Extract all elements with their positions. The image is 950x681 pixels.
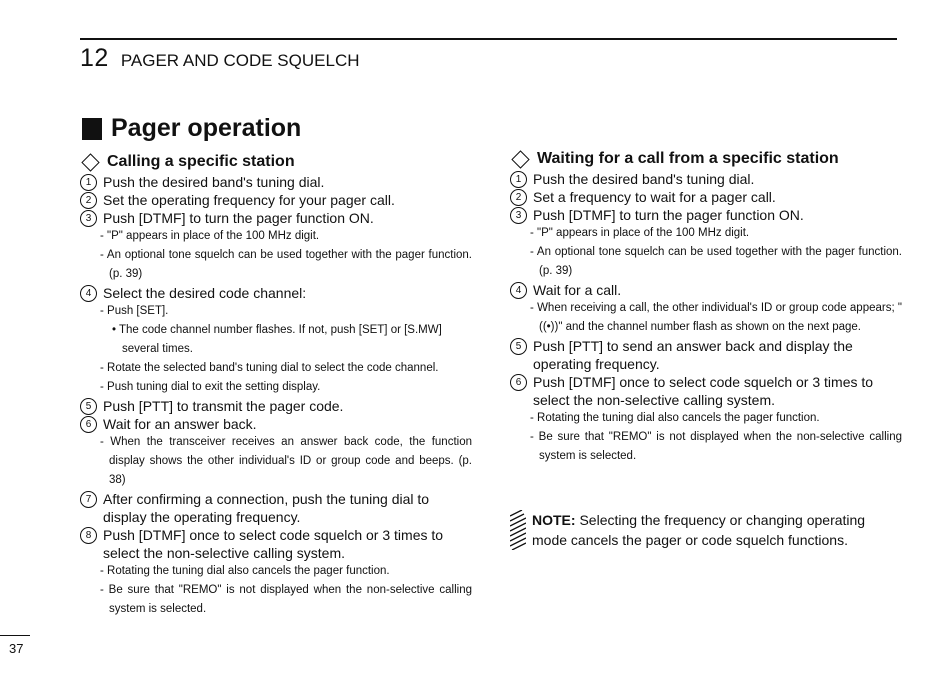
diamond-icon [81, 153, 99, 171]
step-note: - Rotate the selected band's tuning dial to select the code channel. - Push tuning dial to exit the setting display. [100, 362, 439, 393]
step-note: - "P" appears in place of the 100 MHz digit. - An optional tone squelch can be used together with the pager function. (p. 39) [100, 230, 472, 280]
step-number: 4 [510, 282, 527, 299]
step [510, 373, 902, 409]
step [510, 281, 902, 299]
step-number: 4 [80, 285, 97, 302]
step-note: - "P" appears in place of the 100 MHz digit. - An optional tone squelch can be used together with the pager function. (p. 39) [530, 227, 902, 277]
step-number: 1 [80, 174, 97, 191]
step [80, 397, 472, 415]
step-number: 5 [80, 398, 97, 415]
page-number: 37 [9, 641, 24, 656]
step-text: Push the desired band's tuning dial. [103, 174, 325, 190]
step-text: Set the operating frequency for your pager call. [103, 192, 395, 208]
step-text: Push [DTMF] to turn the pager function ON. [103, 210, 374, 226]
step-text: Wait for an answer back. [103, 416, 257, 432]
step-number: 5 [510, 338, 527, 355]
subsection-heading-waiting [510, 148, 902, 170]
step [80, 490, 472, 526]
step [80, 209, 472, 227]
step-text: Push the desired band's tuning dial. [533, 171, 755, 187]
header-rule [80, 38, 897, 40]
step-text: Push [DTMF] once to select code squelch or 3 times to select the non-selective calling system. [103, 527, 444, 561]
step-number: 7 [80, 491, 97, 508]
step-text: Wait for a call. [533, 282, 622, 298]
note-body: Selecting the frequency or changing operating mode cancels the pager or code squelch functions. [532, 512, 866, 548]
step-text: Push [DTMF] to turn the pager function ON. [533, 207, 804, 223]
step-number: 6 [510, 374, 527, 391]
subsection-title: Calling a specific station [107, 153, 295, 170]
step-text: Set a frequency to wait for a pager call. [533, 189, 776, 205]
diamond-icon [511, 150, 529, 168]
step-bullet: • The code channel number flashes. If not, push [SET] or [S.MW] several times. [112, 324, 442, 355]
note-box [510, 510, 900, 550]
step-note: - Rotating the tuning dial also cancels the pager function. - Be sure that "REMO" is not displayed when the non-selective calling system is selected. [530, 412, 902, 462]
left-column [80, 151, 472, 619]
black-square-icon [82, 118, 102, 140]
step [510, 188, 902, 206]
step [80, 191, 472, 209]
note-label: NOTE: [532, 512, 576, 528]
chapter-header [80, 44, 360, 73]
subsection-title: Waiting for a call from a specific station [537, 150, 839, 167]
step-note: - When receiving a call, the other individual's ID or group code appears; "((•))" and the channel number flash as shown on the next page. [530, 302, 902, 333]
subsection-heading-calling [80, 151, 472, 173]
chapter-number: 12 [80, 44, 109, 72]
step-note: - Rotating the tuning dial also cancels the pager function. - Be sure that "REMO" is not displayed when the non-selective calling system is selected. [100, 565, 472, 615]
right-column [510, 148, 902, 466]
section-title: Pager operation [111, 114, 302, 142]
step-number: 2 [510, 189, 527, 206]
step-number: 3 [510, 207, 527, 224]
step-number: 1 [510, 171, 527, 188]
chapter-title: PAGER AND CODE SQUELCH [120, 51, 360, 70]
step-note: - When the transceiver receives an answer back code, the function display shows the other individual's ID or group code and beeps. (p. 38) [100, 436, 472, 486]
step-text: After confirming a connection, push the tuning dial to display the operating frequency. [103, 491, 430, 525]
step [80, 526, 472, 562]
step-number: 8 [80, 527, 97, 544]
step [510, 206, 902, 224]
step-number: 2 [80, 192, 97, 209]
step-text: Push [DTMF] once to select code squelch or 3 times to select the non-selective calling system. [533, 374, 874, 408]
step [80, 284, 472, 302]
note-hatch-icon [510, 510, 526, 550]
step [510, 170, 902, 188]
step [80, 415, 472, 433]
step-text: Select the desired code channel: [103, 285, 307, 301]
step-note: - Push [SET]. [100, 305, 169, 317]
step-number: 6 [80, 416, 97, 433]
step-text: Push [PTT] to send an answer back and display the operating frequency. [533, 338, 853, 372]
step [510, 337, 902, 373]
note-text [532, 510, 900, 550]
step [80, 173, 472, 191]
section-heading [82, 114, 301, 143]
step-text: Push [PTT] to transmit the pager code. [103, 398, 344, 414]
page-number-rule [0, 635, 30, 636]
step-number: 3 [80, 210, 97, 227]
